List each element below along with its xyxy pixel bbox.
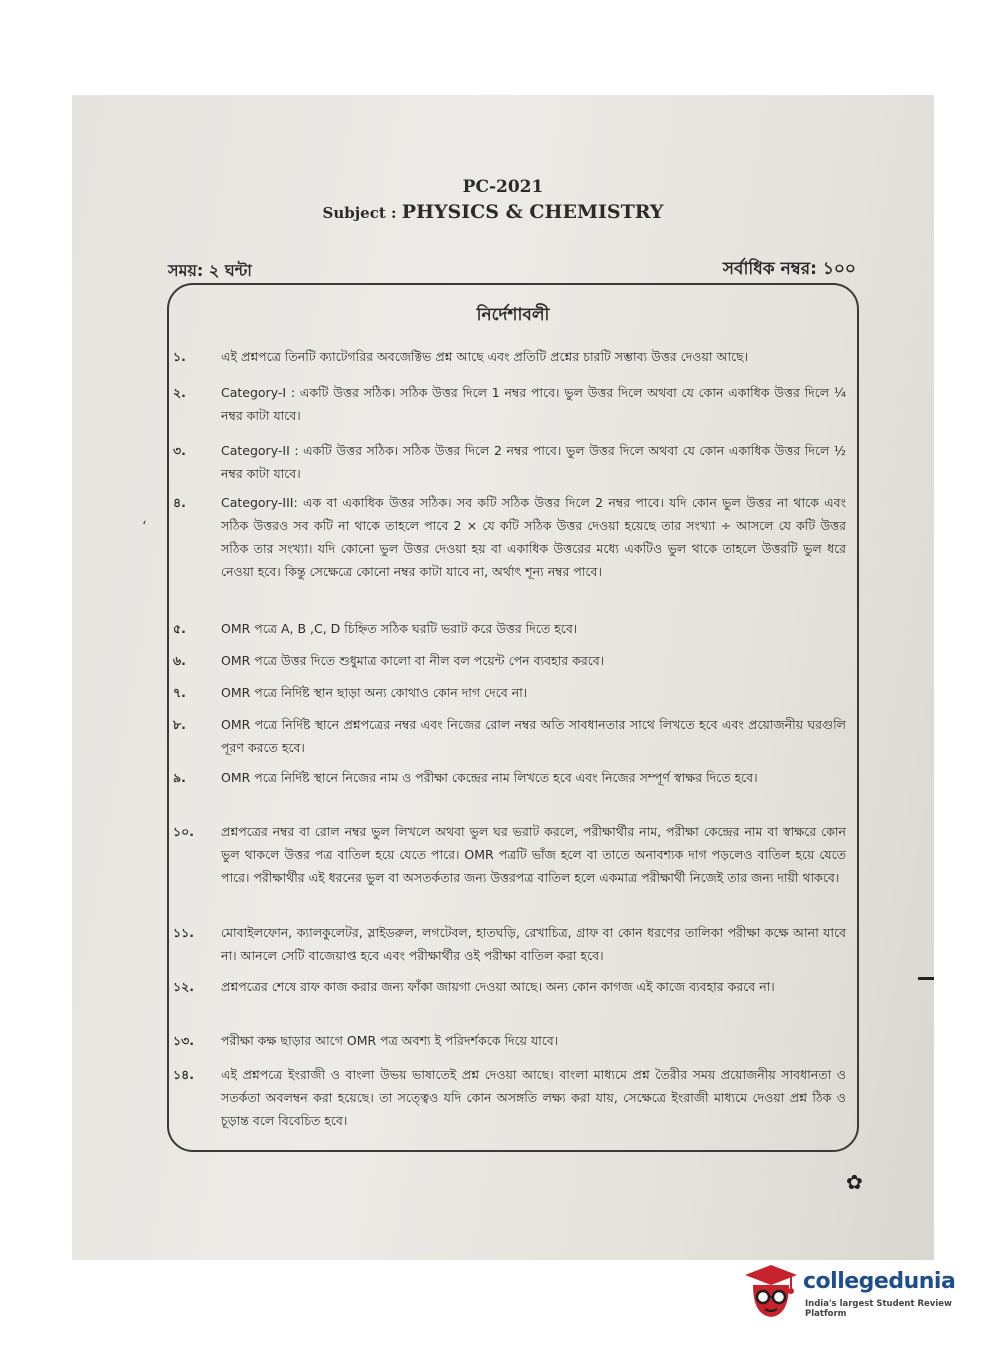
instruction-number: ১০. xyxy=(173,824,194,839)
instruction-text: এই প্রশ্নপত্রে ইংরাজী ও বাংলা উভয় ভাষাতেই প্রশ্ন দেওয়া আছে। বাংলা মাধ্যমে প্রশ্ন তৈরীর সময় প্রয়োজনীয় সাবধানতা ও সতর্কতা অবলম্বন করা হয়েছে। তা সত্ত্বেও যদি কোন অসঙ্গতি লক্ষ্য করা যায়, সেক্ষেত্রে ইংরাজী মাধ্যমে দেওয়া প্রশ্ন ঠিক ও চূড়ান্ত বলে বিবেচিত হবে। xyxy=(221,1067,846,1128)
instruction-text: OMR পত্রে নির্দিষ্ট স্থানে প্রশ্নপত্রের নম্বর এবং নিজের রোল নম্বর অতি সাবধানতার সাথে লিখতে হবে এবং প্রয়োজনীয় ঘরগুলি পূরণ করতে হবে। xyxy=(221,717,846,755)
brand-tagline: India's largest Student Review Platform xyxy=(805,1299,952,1319)
instruction-number: ১৩. xyxy=(173,1033,194,1048)
instruction-number: ২. xyxy=(173,385,186,400)
full-marks: সর্বাধিক নম্বর: ১০০ xyxy=(722,259,856,279)
instruction-text: Category-II : একটি উত্তর সঠিক। সঠিক উত্তর দিলে 2 নম্বর পাবে। ভুল উত্তর দিলে অথবা যে কোন একাধিক উত্তর দিলে ½ নম্বর কাটা যাবে। xyxy=(221,443,847,481)
page-edge-mark xyxy=(918,977,934,980)
instruction-text: পরীক্ষা কক্ষ ছাড়ার আগে OMR পত্র অবশ্য ই পরিদর্শককে দিয়ে যাবে। xyxy=(221,1033,559,1048)
instruction-text: এই প্রশ্নপত্রে তিনটি ক্যাটেগরির অবজেক্টিভ প্রশ্ন আছে এবং প্রতিটি প্রশ্নের চারটি সম্ভাব্য উত্তর দেওয়া আছে। xyxy=(221,349,749,364)
subject-name: PHYSICS & CHEMISTRY xyxy=(401,201,664,223)
paper-code: PC-2021 xyxy=(462,177,544,197)
instruction-text: Category-III: এক বা একাধিক উত্তর সঠিক। সব কটি সঠিক উত্তর দিলে 2 নম্বর পাবে। যদি কোন ভুল উত্তর না থাকে এবং সঠিক উত্তরও সব কটি না থাকে তাহলে পাবে 2 × যে কটি সঠিক উত্তর দেওয়া হয়েছে তার সংখ্যা ÷ আসলে যে কটি উত্তর সঠিক তার সংখ্যা। যদি কোনো ভুল উত্তর দেওয়া হয় বা একাধিক উত্তরের মধ্যে একটিও ভুল থাকে তাহলে উত্তরটি ভুল ধরে নেওয়া হবে। কিন্তু সেক্ষেত্রে কোনো নম্বর কাটা যাবে না, অর্থাৎ শূন্য নম্বর পাবে। xyxy=(221,495,846,579)
instruction-number: ৯. xyxy=(173,770,186,785)
instructions-box xyxy=(167,283,859,1152)
instruction-text: OMR পত্রে A, B ,C, D চিহ্নিত সঠিক ঘরটি ভরাট করে উত্তর দিতে হবে। xyxy=(221,621,578,636)
instruction-text: OMR পত্রে নির্দিষ্ট স্থান ছাড়া অন্য কোথাও কোন দাগ দেবে না। xyxy=(221,685,528,700)
pen-mark: ‘ xyxy=(142,519,147,535)
brand-name: collegedunia xyxy=(803,1269,956,1294)
instruction-text: মোবাইলফোন, ক্যালকুলেটর, স্লাইডরুল, লগটেবল, হাতঘড়ি, রেখাচিত্র, গ্রাফ বা কোন ধরণের তালিকা পরীক্ষা কক্ষে আনা যাবে না। আনলে সেটি বাজেয়াপ্ত হবে এবং পরীক্ষার্থীর ওই পরীক্ষা বাতিল করা হবে। xyxy=(221,925,846,963)
instruction-number: ৭. xyxy=(173,685,186,700)
instruction-text: OMR পত্রে উত্তর দিতে শুধুমাত্র কালো বা নীল বল পয়েন্ট পেন ব্যবহার করবে। xyxy=(221,653,605,668)
instruction-number: ১১. xyxy=(173,925,194,940)
subject-prefix: Subject : xyxy=(322,204,402,222)
exam-time: সময়: ২ ঘন্টা xyxy=(168,261,252,280)
instruction-text: OMR পত্রে নির্দিষ্ট স্থানে নিজের নাম ও পরীক্ষা কেন্দ্রের নাম লিখতে হবে এবং নিজের সম্পূর্ণ স্বাক্ষর দিতে হবে। xyxy=(221,770,758,785)
instructions-title: নির্দেশাবলী xyxy=(476,305,550,325)
flower-icon: ✿ xyxy=(846,1170,863,1194)
instruction-number: ৮. xyxy=(173,717,186,732)
instruction-text: প্রশ্নপত্রের শেষে রাফ কাজ করার জন্য ফাঁকা জায়গা দেওয়া আছে। অন্য কোন কাগজ এই কাজে ব্যবহার করবে না। xyxy=(221,979,775,994)
instruction-text: প্রশ্নপত্রের নম্বর বা রোল নম্বর ভুল লিখলে অথবা ভুল ঘর ভরাট করলে, পরীক্ষার্থীর নাম, পরীক্ষা কেন্দ্রের নাম বা স্বাক্ষরে কোন ভুল থাকলে উত্তর পত্র বাতিল হয়ে যেতে পারে। OMR পত্রটি ভাঁজ হলে বা তাতে অনাবশ্যক দাগ পড়লেও বাতিল হয়ে যেতে পারে। পরীক্ষার্থীর এই ধরনের ভুল বা অসতর্কতার জন্য উত্তরপত্র বাতিল হলে একমাত্র পরীক্ষার্থী নিজেই তার জন্য দায়ী থাকবে। xyxy=(221,824,846,885)
instruction-text: Category-I : একটি উত্তর সঠিক। সঠিক উত্তর দিলে 1 নম্বর পাবে। ভুল উত্তর দিলে অথবা যে কোন একাধিক উত্তর দিলে ¼ নম্বর কাটা যাবে। xyxy=(221,385,846,423)
instruction-number: ৪. xyxy=(173,495,186,510)
scanned-page xyxy=(72,95,934,1260)
collegedunia-watermark xyxy=(743,1263,973,1323)
instruction-number: ১৪. xyxy=(173,1067,194,1082)
instruction-number: ৬. xyxy=(173,653,186,668)
subject-line xyxy=(72,201,924,223)
graduate-face-icon xyxy=(743,1263,799,1321)
instruction-number: ১. xyxy=(173,349,186,364)
instruction-number: ৩. xyxy=(173,443,186,458)
instruction-number: ৫. xyxy=(173,621,186,636)
instruction-number: ১২. xyxy=(173,979,194,994)
